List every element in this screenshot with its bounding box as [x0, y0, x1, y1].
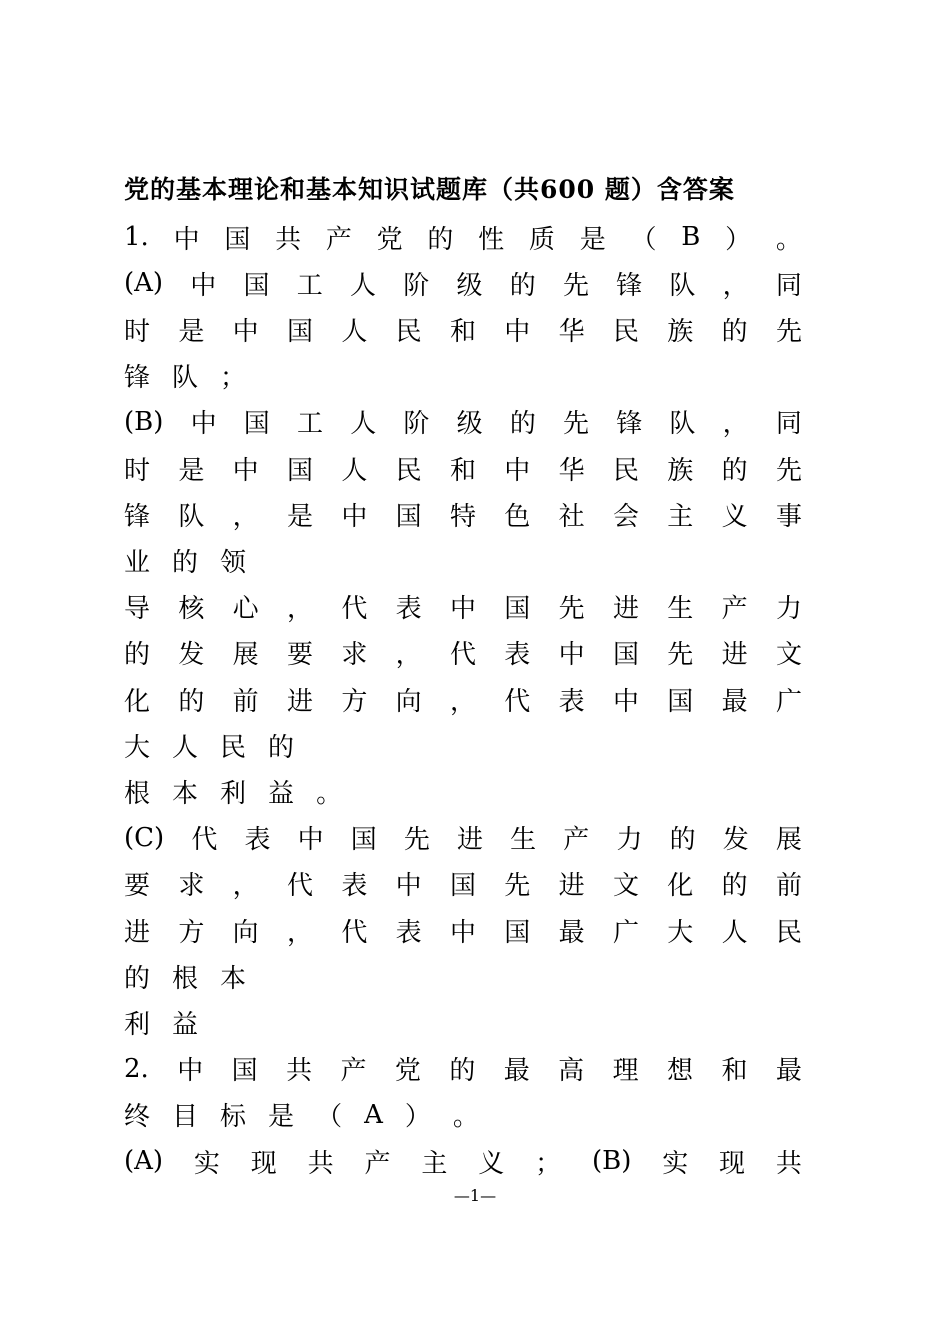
text-glyph: 中 — [190, 409, 217, 440]
text-line — [124, 587, 802, 627]
text-glyph: 义 — [478, 1148, 505, 1179]
text-line — [124, 448, 802, 488]
text-glyph: 是 — [579, 224, 606, 255]
text-glyph: 的 — [124, 963, 151, 994]
text-glyph: 性 — [478, 224, 505, 255]
text-glyph: 先 — [504, 871, 531, 902]
text-glyph: 的 — [449, 1056, 476, 1087]
text-glyph: 文 — [775, 640, 802, 671]
text-glyph: 进 — [286, 686, 313, 717]
text-glyph: 的 — [427, 224, 454, 255]
text-glyph: 实 — [662, 1148, 689, 1179]
text-line — [124, 1049, 802, 1089]
text-glyph: 是 — [178, 455, 205, 486]
text-glyph: 求 — [341, 640, 368, 671]
text-glyph: 领 — [220, 547, 247, 578]
text-glyph: 根 — [124, 778, 151, 809]
text-line — [124, 725, 802, 765]
text-glyph: 的 — [721, 455, 748, 486]
text-glyph: 代 — [341, 594, 368, 625]
text-glyph: 要 — [286, 640, 313, 671]
text-glyph: 业 — [124, 547, 151, 578]
text-glyph: 共 — [307, 1148, 334, 1179]
text-glyph: 表 — [395, 594, 422, 625]
text-glyph: 目 — [172, 1102, 199, 1133]
text-glyph: 代 — [504, 686, 531, 717]
text-glyph: 国 — [504, 594, 531, 625]
text-line — [124, 910, 802, 950]
text-glyph: ； — [535, 1148, 562, 1179]
text-glyph: 国 — [449, 871, 476, 902]
text-glyph: 益 — [172, 1009, 199, 1040]
text-glyph: 现 — [719, 1148, 746, 1179]
text-line — [124, 540, 802, 580]
text-glyph: ， — [449, 686, 476, 717]
text-glyph: 族 — [667, 316, 694, 347]
text-glyph: 国 — [243, 270, 270, 301]
text-glyph: 求 — [178, 871, 205, 902]
text-glyph: （ — [630, 224, 657, 255]
text-glyph: 锋 — [124, 501, 151, 532]
text-glyph: 义 — [721, 501, 748, 532]
text-glyph: 队 — [172, 363, 199, 394]
text-glyph: 最 — [775, 1056, 802, 1087]
text-glyph: 族 — [667, 455, 694, 486]
text-glyph: 是 — [286, 501, 313, 532]
text-glyph: 大 — [667, 917, 694, 948]
text-glyph: 国 — [286, 455, 313, 486]
text-glyph: 高 — [558, 1056, 585, 1087]
text-glyph: 发 — [722, 825, 749, 856]
text-glyph: 方 — [178, 917, 205, 948]
text-glyph: 代 — [191, 825, 218, 856]
text-glyph: 表 — [395, 917, 422, 948]
text-glyph: 国 — [667, 686, 694, 717]
text-glyph: 的 — [721, 316, 748, 347]
text-glyph: 阶 — [403, 409, 430, 440]
text-line — [124, 771, 802, 811]
text-glyph: 共 — [286, 1056, 313, 1087]
text-glyph: 生 — [510, 825, 537, 856]
text-glyph: B — [681, 222, 701, 252]
text-glyph: 先 — [403, 825, 430, 856]
text-glyph: 展 — [775, 825, 802, 856]
text-glyph: 先 — [558, 594, 585, 625]
text-glyph: 中 — [341, 501, 368, 532]
text-glyph: 向 — [232, 917, 259, 948]
text-glyph: ， — [722, 270, 749, 301]
text-glyph: 。 — [316, 778, 343, 809]
text-glyph: 共 — [775, 1148, 802, 1179]
text-glyph: 国 — [395, 501, 422, 532]
text-glyph: 先 — [563, 409, 590, 440]
text-line — [124, 263, 802, 303]
text-glyph: 同 — [775, 270, 802, 301]
text-glyph: 是 — [178, 316, 205, 347]
text-glyph: 中 — [232, 455, 259, 486]
text-line — [124, 356, 802, 396]
text-glyph: 代 — [341, 917, 368, 948]
text-glyph: 质 — [528, 224, 555, 255]
text-glyph: 发 — [178, 640, 205, 671]
text-glyph: 进 — [721, 640, 748, 671]
text-glyph: 进 — [612, 594, 639, 625]
text-glyph: 主 — [421, 1148, 448, 1179]
text-glyph: 文 — [612, 871, 639, 902]
text-glyph: (B) — [591, 1146, 632, 1176]
text-glyph: 人 — [350, 270, 377, 301]
text-glyph: 人 — [350, 409, 377, 440]
text-glyph: 力 — [775, 594, 802, 625]
text-glyph: 大 — [124, 732, 151, 763]
text-glyph: 和 — [449, 455, 476, 486]
text-glyph: 力 — [616, 825, 643, 856]
text-glyph: 阶 — [403, 270, 430, 301]
text-glyph: 展 — [232, 640, 259, 671]
text-glyph: ） — [404, 1102, 431, 1133]
text-glyph: 1. — [124, 222, 149, 252]
text-glyph: 国 — [231, 1056, 258, 1087]
text-glyph: ， — [232, 501, 259, 532]
text-line — [124, 679, 802, 719]
text-glyph: 国 — [350, 825, 377, 856]
text-glyph: 国 — [286, 316, 313, 347]
text-glyph: ； — [220, 363, 247, 394]
text-glyph: 先 — [667, 640, 694, 671]
text-glyph: 代 — [449, 640, 476, 671]
text-glyph: 核 — [178, 594, 205, 625]
text-glyph: ， — [395, 640, 422, 671]
text-glyph: 主 — [667, 501, 694, 532]
text-glyph: 根 — [172, 963, 199, 994]
text-glyph: 利 — [124, 1009, 151, 1040]
text-glyph: ， — [232, 871, 259, 902]
text-glyph: 民 — [220, 732, 247, 763]
text-glyph: 工 — [296, 270, 323, 301]
text-glyph: 国 — [504, 917, 531, 948]
text-glyph: 人 — [341, 316, 368, 347]
text-glyph: 民 — [612, 455, 639, 486]
text-glyph: 化 — [124, 686, 151, 717]
text-glyph: 利 — [220, 778, 247, 809]
text-glyph: 中 — [173, 224, 200, 255]
text-glyph: 中 — [395, 871, 422, 902]
page-number: —1— — [453, 1186, 497, 1205]
text-glyph: 最 — [503, 1056, 530, 1087]
text-glyph: 产 — [364, 1148, 391, 1179]
text-glyph: 表 — [244, 825, 271, 856]
text-glyph: 进 — [124, 917, 151, 948]
text-glyph: 党 — [376, 224, 403, 255]
text-glyph: （ — [316, 1102, 343, 1133]
text-glyph: 锋 — [124, 363, 151, 394]
text-glyph: 队 — [669, 409, 696, 440]
text-glyph: 前 — [775, 871, 802, 902]
text-glyph: 化 — [667, 871, 694, 902]
text-glyph: 国 — [224, 224, 251, 255]
text-glyph: 国 — [243, 409, 270, 440]
text-glyph: 人 — [172, 732, 199, 763]
text-glyph: 的 — [268, 732, 295, 763]
text-glyph: 特 — [449, 501, 476, 532]
text-glyph: 中 — [449, 594, 476, 625]
text-glyph: 级 — [456, 409, 483, 440]
text-glyph: 前 — [232, 686, 259, 717]
text-glyph: 的 — [509, 270, 536, 301]
text-glyph: 2. — [124, 1053, 149, 1084]
text-glyph: 进 — [558, 871, 585, 902]
text-glyph: 共 — [275, 224, 302, 255]
text-glyph: 社 — [558, 501, 585, 532]
text-line — [124, 956, 802, 996]
text-glyph: 表 — [558, 686, 585, 717]
text-glyph: 本 — [220, 963, 247, 994]
text-glyph: 和 — [721, 1056, 748, 1087]
text-glyph: A — [364, 1099, 383, 1130]
text-glyph: 心 — [232, 594, 259, 625]
text-line — [124, 217, 802, 257]
text-glyph: 中 — [504, 455, 531, 486]
text-glyph: 本 — [172, 778, 199, 809]
text-glyph: 现 — [250, 1148, 277, 1179]
text-glyph: 产 — [563, 825, 590, 856]
text-glyph: 事 — [775, 501, 802, 532]
text-glyph: 锋 — [616, 270, 643, 301]
text-glyph: ， — [286, 917, 313, 948]
text-glyph: 广 — [612, 917, 639, 948]
text-glyph: 华 — [558, 316, 585, 347]
text-glyph: 导 — [124, 594, 151, 625]
text-glyph: 中 — [297, 825, 324, 856]
text-glyph: 。 — [452, 1102, 479, 1133]
text-glyph: 中 — [177, 1056, 204, 1087]
text-glyph: 中 — [232, 316, 259, 347]
text-glyph: 最 — [721, 686, 748, 717]
text-glyph: 中 — [504, 316, 531, 347]
text-glyph: 的 — [124, 640, 151, 671]
text-glyph: 队 — [178, 501, 205, 532]
text-line — [124, 864, 802, 904]
text-glyph: 和 — [449, 316, 476, 347]
text-glyph: 代 — [286, 871, 313, 902]
text-glyph: 时 — [124, 455, 151, 486]
text-glyph: 的 — [721, 871, 748, 902]
text-glyph: 理 — [612, 1056, 639, 1087]
text-glyph: 色 — [504, 501, 531, 532]
text-glyph: 先 — [562, 270, 589, 301]
text-line — [124, 1002, 802, 1042]
text-glyph: 民 — [395, 316, 422, 347]
text-glyph: 时 — [124, 316, 151, 347]
text-glyph: 民 — [612, 316, 639, 347]
text-glyph: 广 — [775, 686, 802, 717]
text-glyph: 国 — [612, 640, 639, 671]
text-line — [124, 818, 802, 858]
text-line — [124, 402, 802, 442]
text-glyph: 产 — [340, 1056, 367, 1087]
text-glyph: 先 — [775, 316, 802, 347]
text-glyph: 向 — [395, 686, 422, 717]
text-glyph: 锋 — [616, 409, 643, 440]
text-glyph: 想 — [667, 1056, 694, 1087]
text-glyph: (C) — [124, 822, 165, 853]
text-glyph: 中 — [190, 270, 217, 301]
text-glyph: 人 — [341, 455, 368, 486]
text-glyph: 中 — [558, 640, 585, 671]
text-glyph: 最 — [558, 917, 585, 948]
text-glyph: 。 — [775, 224, 802, 255]
text-glyph: 民 — [395, 455, 422, 486]
text-glyph: 人 — [721, 917, 748, 948]
text-glyph: 工 — [297, 409, 324, 440]
text-glyph: 产 — [325, 224, 352, 255]
text-glyph: 表 — [341, 871, 368, 902]
text-glyph: 的 — [172, 547, 199, 578]
text-line — [124, 1141, 802, 1181]
text-glyph: 是 — [268, 1102, 295, 1133]
text-glyph: 中 — [449, 917, 476, 948]
text-glyph: 标 — [220, 1102, 247, 1133]
text-glyph: 终 — [124, 1102, 151, 1133]
document-title: 党的基本理论和基本知识试题库（共600 题）含答案 — [124, 175, 735, 204]
text-line — [124, 1095, 802, 1135]
text-glyph: 表 — [504, 640, 531, 671]
text-line — [124, 494, 802, 534]
text-glyph: 中 — [612, 686, 639, 717]
text-glyph: 要 — [124, 871, 151, 902]
text-glyph: 的 — [178, 686, 205, 717]
text-glyph: 会 — [612, 501, 639, 532]
text-glyph: 的 — [509, 409, 536, 440]
text-glyph: 同 — [775, 409, 802, 440]
text-glyph: 进 — [457, 825, 484, 856]
text-glyph: 方 — [341, 686, 368, 717]
text-glyph: 先 — [775, 455, 802, 486]
text-glyph: 级 — [456, 270, 483, 301]
text-glyph: 益 — [268, 778, 295, 809]
text-glyph: 产 — [721, 594, 748, 625]
text-glyph: 华 — [558, 455, 585, 486]
text-glyph: 生 — [667, 594, 694, 625]
text-glyph: (A) — [124, 1146, 164, 1176]
text-glyph: 队 — [669, 270, 696, 301]
text-glyph: ， — [286, 594, 313, 625]
text-glyph: ） — [725, 224, 752, 255]
text-glyph: ， — [722, 409, 749, 440]
text-glyph: 民 — [775, 917, 802, 948]
text-glyph: (A) — [124, 268, 164, 299]
text-glyph: (B) — [124, 406, 164, 437]
text-glyph: 实 — [193, 1148, 220, 1179]
text-line — [124, 309, 802, 349]
text-glyph: 党 — [394, 1056, 421, 1087]
text-line — [124, 633, 802, 673]
text-glyph: 的 — [669, 825, 696, 856]
